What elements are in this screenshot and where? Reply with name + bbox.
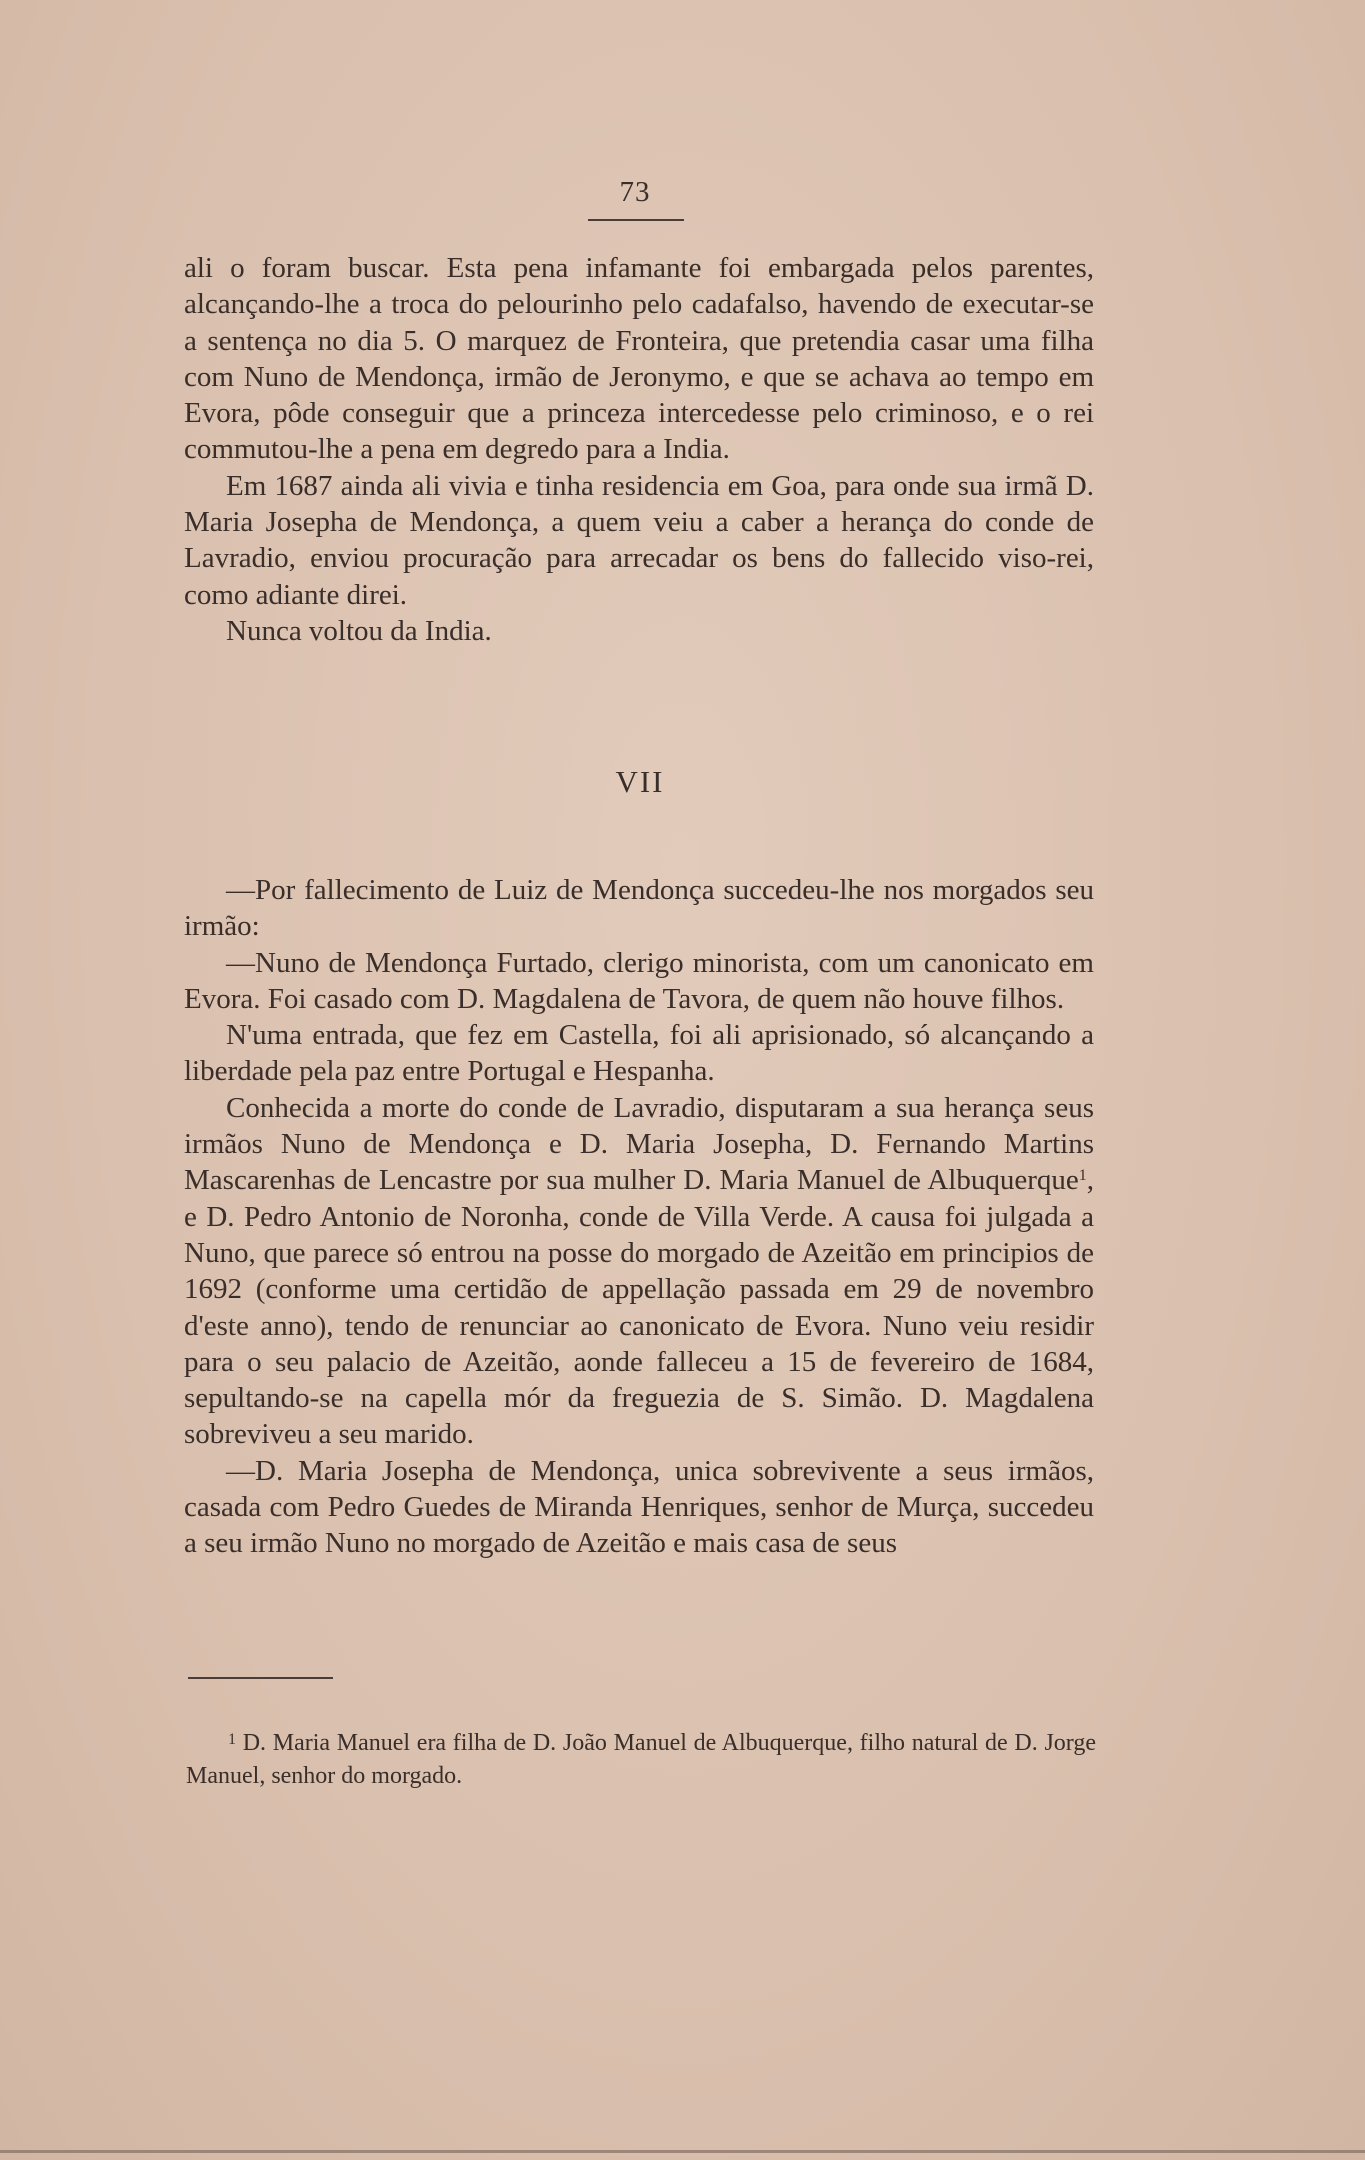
paragraph: Nunca voltou da India. [226, 614, 492, 647]
paragraph [184, 1090, 1094, 1453]
paragraph: Em 1687 ainda ali vivia e tinha residencia em Goa, para onde sua irmã D. Maria Josepha de Mendonça, a quem veiu a caber a herança do conde de Lavradio, enviou procuração para arrecadar os bens do fallecido viso-rei, como adiante direi. [184, 469, 1094, 611]
text-block-chapter [184, 872, 1094, 1562]
footnote-rule [188, 1677, 333, 1679]
page-number: 73 [619, 176, 651, 208]
paragraph: ali o foram buscar. Esta pena infamante foi embargada pelos parentes, alcançando-lhe a troca do pelourinho pelo cadafalso, havendo de executar-se a sentença no dia 5. O marquez de Fronteira, que pretendia casar uma filha com Nuno de Mendonça, irmão de Jeronymo, e que se achava ao tempo em Evora, pôde conseguir que a princeza intercedesse pelo criminoso, e o rei commutou-lhe a pena em degredo para a India. [184, 252, 1094, 466]
text-block-continued [184, 250, 1094, 649]
footnote-text: D. Maria Manuel era filha de D. João Manuel de Albuquerque, filho natural de D. Jorge Manuel, senhor do morgado. [186, 1730, 1096, 1789]
paragraph-text: , e D. Pedro Antonio de Noronha, conde de Villa Verde. A causa foi julgada a Nuno, que parece só entrou na posse do morgado de Azeitão em principios de 1692 (conforme uma certidão de appellação passada em 29 de novembro d'este anno), tendo de renunciar ao canonicato de Evora. Nuno veiu residir para o seu palacio de Azeitão, aonde falleceu a 15 de fevereiro de 1684, sepultando-se na capella mór da freguezia de S. Simão. D. Magdalena sobreviveu a seu marido. [184, 1164, 1094, 1451]
footnote-marker: 1 [228, 1731, 236, 1748]
page-number-rule [588, 219, 684, 221]
footnote [186, 1727, 1096, 1793]
paragraph: —D. Maria Josepha de Mendonça, unica sobrevivente a seus irmãos, casada com Pedro Guedes de Miranda Henriques, senhor de Murça, succedeu a seu irmão Nuno no morgado de Azeitão e mais casa de seus [184, 1454, 1094, 1560]
paragraph-text: Conhecida a morte do conde de Lavradio, disputaram a sua herança seus irmãos Nuno de Mendonça e D. Maria Josepha, D. Fernando Martins Mascarenhas de Lencastre por sua mulher D. Maria Manuel de Albuquerque [184, 1091, 1094, 1197]
paragraph: —Por fallecimento de Luiz de Mendonça succedeu-lhe nos morgados seu irmão: [184, 874, 1094, 943]
footnote-reference: 1 [1078, 1167, 1087, 1185]
page-bottom-edge [0, 2150, 1365, 2153]
chapter-heading: VII [615, 764, 665, 799]
paragraph: N'uma entrada, que fez em Castella, foi ali aprisionado, só alcançando a liberdade pela paz entre Portugal e Hespanha. [184, 1019, 1094, 1088]
paragraph: —Nuno de Mendonça Furtado, clerigo minorista, com um canonicato em Evora. Foi casado com D. Magdalena de Tavora, de quem não houve filhos. [184, 946, 1094, 1015]
